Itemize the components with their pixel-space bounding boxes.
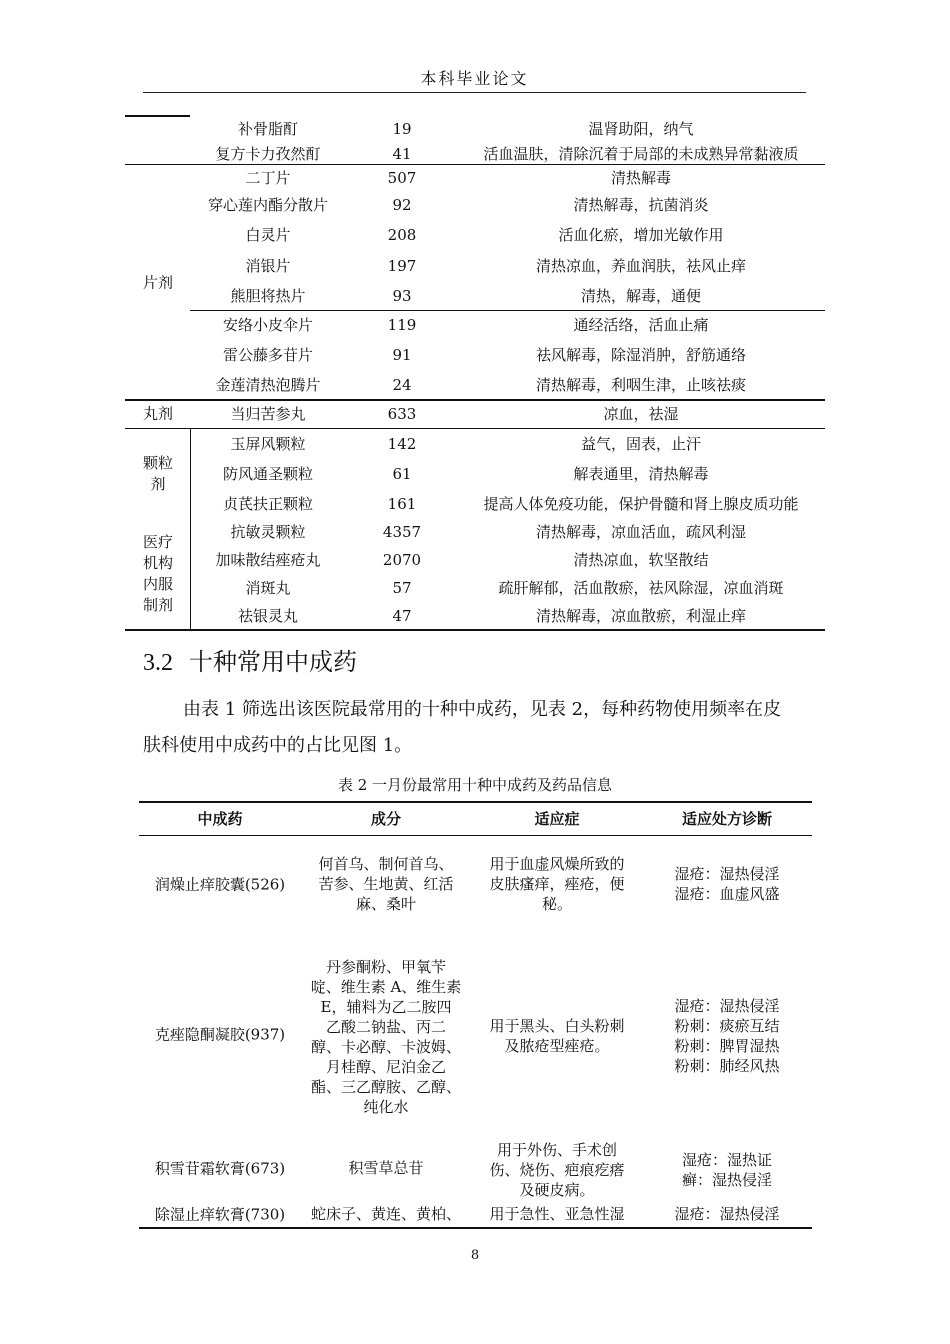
ingredients-line: 月桂醇、尼泊金乙 [325,1058,447,1076]
usage-count: 633 [387,405,417,423]
indication [489,1204,624,1224]
indication-line: 伤、烧伤、疤痕疙瘩 [489,1161,625,1179]
drug-effect: 清热解毒，抗菌消炎 [573,196,709,214]
usage-count: 57 [392,579,412,597]
ingredients-line: 麻、桑叶 [355,895,417,913]
drug-effect: 益气，固表，止汗 [580,435,702,453]
drug-name: 消银片 [245,257,291,275]
indication-line: 用于急性、亚急性湿 [489,1205,625,1223]
diagnosis [674,864,779,904]
body-paragraph [143,692,808,764]
usage-count: 208 [387,226,417,244]
usage-count: 24 [392,376,412,394]
drug-name: 润燥止痒胶囊(526) [154,875,286,894]
drug-name: 防风通圣颗粒 [222,465,314,483]
usage-count: 92 [392,196,412,214]
indication [489,1016,624,1056]
column-header: 中成药 [197,810,243,828]
ingredients-line: 丹参酮粉、甲氧苄 [325,958,447,976]
drug-name: 金莲清热泡腾片 [215,376,321,394]
usage-count: 47 [392,607,412,625]
drug-effect: 祛风解毒，除湿消肿，舒筋通络 [535,346,747,364]
drug-name: 熊胆将热片 [230,287,306,305]
paragraph-line: 肤科使用中成药中的占比见图 1。 [143,735,413,756]
drug-name: 贞芪扶正颗粒 [222,495,314,513]
diagnosis-line: 粉刺：脾胃湿热 [674,1037,780,1055]
diagnosis-line: 湿疮：湿热侵淫 [674,865,780,883]
drug-effect: 清热凉血，养血润肤，祛风止痒 [535,257,747,275]
drug-name: 消斑丸 [245,579,291,597]
table-stub-rule [125,115,190,117]
usage-count: 41 [392,145,412,163]
ingredients-line: 积雪草总苷 [348,1159,424,1177]
table2-rule [139,835,812,836]
drug-name: 雷公藤多苷片 [222,346,314,364]
indication-line: 秘。 [541,895,573,913]
table2-caption: 表 2 一月份最常用十种中成药及药品信息 [337,776,613,794]
drug-name: 当归苦参丸 [230,405,306,423]
column-header: 适应处方诊断 [681,810,773,828]
page-header-title: 本科毕业论文 [420,69,529,88]
ingredients-line: 苦参、生地黄、红活 [318,875,454,893]
table1-rule [125,428,825,429]
table2-rule [139,1227,812,1229]
drug-effect: 活血化瘀，增加光敏作用 [558,226,724,244]
drug-effect: 活血温肤，清除沉着于局部的未成熟异常黏液质 [483,145,799,163]
diagnosis-line: 湿疮：湿热侵淫 [674,1205,780,1223]
section-number: 3.2 [143,650,173,676]
ingredients-line: 酯、三乙醇胺、乙醇、 [310,1078,462,1096]
indication-line: 及脓疮型痤疮。 [504,1037,610,1055]
drug-name: 抗敏灵颗粒 [230,523,306,541]
ingredients-line: 啶、维生素 A、维生素 [310,978,462,996]
header-rule [143,92,806,93]
diagnosis [674,1204,779,1224]
ingredients-line: 纯化水 [363,1098,409,1116]
usage-count: 142 [387,435,417,453]
usage-count: 91 [392,346,412,364]
usage-count: 2070 [382,551,422,569]
drug-effect: 清热解毒，利咽生津，止咳祛痰 [535,376,747,394]
ingredients-line: 蛇床子、黄连、黄柏、 [310,1205,462,1223]
usage-count: 93 [392,287,412,305]
drug-name: 安络小皮伞片 [222,316,314,334]
indication [489,854,624,914]
drug-name: 二丁片 [245,169,291,187]
indication-line: 皮肤瘙痒，痤疮，便 [489,875,625,893]
usage-count: 61 [392,465,412,483]
indication-line: 用于黑头、白头粉刺 [489,1017,625,1035]
drug-name: 积雪苷霜软膏(673) [154,1159,286,1178]
table1-rule [125,629,825,631]
drug-name: 加味散结痤疮丸 [215,551,321,569]
table1-rule [125,164,825,165]
diagnosis-line: 湿疮：湿热证 [681,1151,773,1169]
indication [489,1140,624,1200]
table2-rule [139,801,812,803]
ingredients [311,957,462,1117]
ingredients [348,1158,423,1178]
column-header: 适应症 [534,810,580,828]
drug-effect: 通经活络，活血止痛 [573,316,709,334]
usage-count: 119 [387,316,417,334]
drug-effect: 温肾助阳，纳气 [588,120,694,138]
ingredients-line: 乙酸二钠盐、丙二 [325,1018,447,1036]
ingredients-line: E，辅料为乙二胺四 [320,998,452,1016]
indication-line: 用于血虚风燥所致的 [489,855,625,873]
drug-name: 白灵片 [245,226,291,244]
section-title: 十种常用中成药 [189,648,357,676]
usage-count: 507 [387,169,417,187]
category-pill: 丸剂 [142,404,173,423]
drug-name: 除湿止痒软膏(730) [154,1205,286,1224]
section-heading [143,642,357,677]
table1-column-rule [190,429,191,629]
table1-rule [125,399,825,401]
diagnosis-line: 粉刺：痰瘀互结 [674,1017,780,1035]
drug-name: 穿心莲内酯分散片 [207,196,329,214]
drug-name: 祛银灵丸 [237,607,299,625]
drug-name: 克痤隐酮凝胶(937) [154,1025,286,1044]
usage-count: 161 [387,495,417,513]
drug-name: 玉屏风颗粒 [230,435,306,453]
column-header: 成分 [370,810,402,828]
category-tablet: 片剂 [142,273,173,292]
drug-effect: 清热凉血，软坚散结 [573,551,709,569]
table1-rule [190,310,825,311]
drug-effect: 凉血，祛湿 [603,405,679,423]
paragraph-line: 由表 1 筛选出该医院最常用的十种中成药，见表 2，每种药物使用频率在皮 [183,699,782,720]
drug-effect: 提高人体免疫功能，保护骨髓和肾上腺皮质功能 [483,495,799,513]
indication-line: 用于外伤、手术创 [496,1141,618,1159]
drug-effect: 清热解毒，凉血活血，疏风利湿 [535,523,747,541]
diagnosis-line: 湿疮：湿热侵淫 [674,997,780,1015]
usage-count: 197 [387,257,417,275]
category-granule: 颗粒剂 [142,454,173,493]
indication-line: 及硬皮病。 [519,1181,595,1199]
diagnosis [674,996,779,1076]
drug-effect: 清热，解毒，通便 [580,287,702,305]
usage-count: 19 [392,120,412,138]
drug-effect: 清热解毒 [610,169,672,187]
diagnosis [682,1150,772,1190]
ingredients-line: 何首乌、制何首乌、 [318,855,454,873]
category-hospital: 医疗机构内服制剂 [142,533,173,614]
drug-effect: 疏肝解郁，活血散瘀，祛风除湿，凉血消斑 [498,579,784,597]
drug-name: 复方卡力孜然酊 [215,145,321,163]
diagnosis-line: 湿疮：血虚风盛 [674,885,780,903]
drug-name: 补骨脂酊 [237,120,299,138]
drug-effect: 解表通里，清热解毒 [573,465,709,483]
ingredients [318,854,453,914]
page-number: 8 [470,1248,480,1263]
diagnosis-line: 粉刺：肺经风热 [674,1057,780,1075]
drug-effect: 清热解毒，凉血散瘀，利湿止痒 [535,607,747,625]
usage-count: 4357 [382,523,422,541]
ingredients [311,1204,461,1224]
diagnosis-line: 癣：湿热侵淫 [681,1171,773,1189]
ingredients-line: 醇、卡必醇、卡波姆、 [310,1038,462,1056]
